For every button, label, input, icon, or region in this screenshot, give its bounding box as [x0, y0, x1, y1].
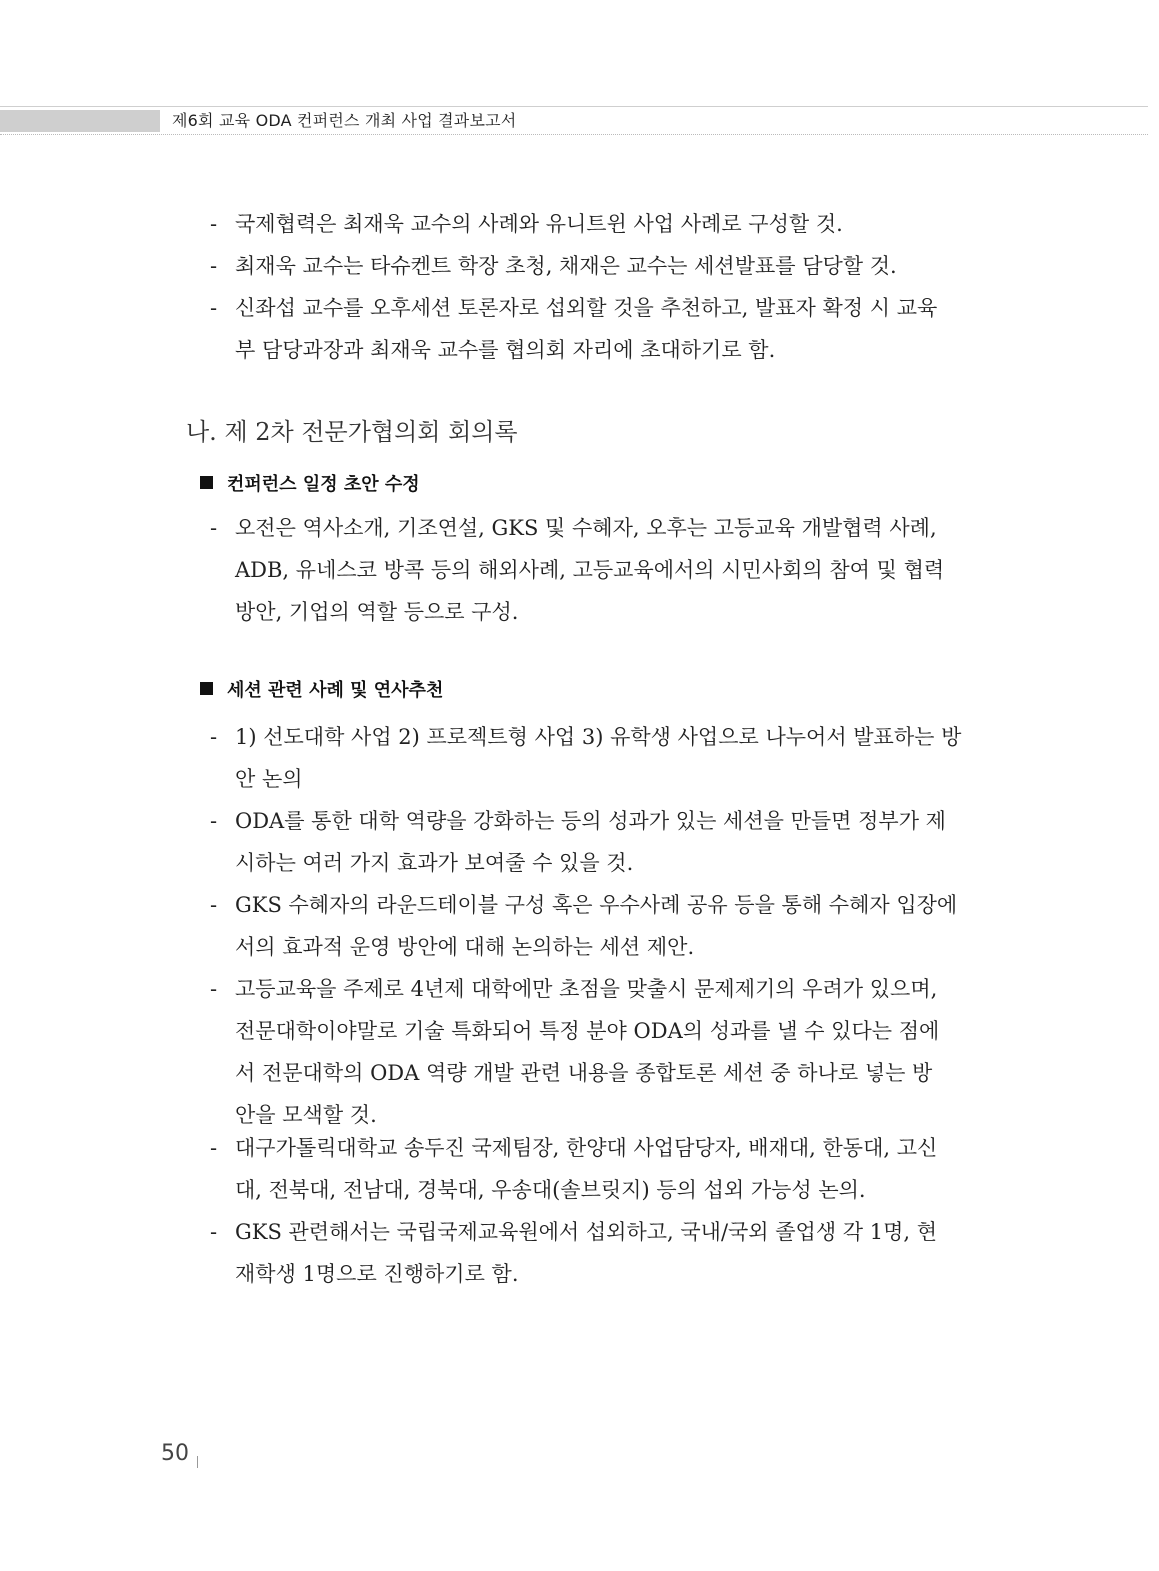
header-tab-bar	[0, 110, 160, 132]
list-item: - 국제협력은 최재욱 교수의 사례와 유니트윈 사업 사례로 구성할 것.	[210, 212, 843, 236]
page-number-divider	[197, 1456, 198, 1468]
section-heading: 나. 제 2차 전문가협의회 회의록	[186, 418, 518, 446]
list-item: - GKS 수혜자의 라운드테이블 구성 혹은 우수사례 공유 등을 통해 수혜자 입장에 서의 효과적 운영 방안에 대해 논의하는 세션 제안.	[210, 893, 958, 959]
list-item: - 고등교육을 주제로 4년제 대학에만 초점을 맞출시 문제제기의 우려가 있으며, 전문대학이야말로 기술 특화되어 특정 분야 ODA의 성과를 낼 수 있다는 점에 서 전문대학의 ODA 역량 개발 관련 내용을 종합토론 세션 중 하나로 넣는 방 안을 모색할 것.	[210, 977, 940, 1127]
list-item: - 신좌섭 교수를 오후세션 토론자로 섭외할 것을 추천하고, 발표자 확정 시 교육 부 담당과장과 최재욱 교수를 협의회 자리에 초대하기로 함.	[210, 296, 938, 362]
running-header-title: 제6회 교육 ODA 컨퍼런스 개최 사업 결과보고서	[172, 111, 517, 130]
header-dotted-rule	[0, 134, 1148, 135]
page-number: 50	[161, 1441, 189, 1466]
header-rule	[0, 106, 1148, 107]
list-item: - ODA를 통한 대학 역량을 강화하는 등의 성과가 있는 세션을 만들면 정부가 제 시하는 여러 가지 효과가 보여줄 수 있을 것.	[210, 809, 946, 875]
subsection-heading-schedule: 컨퍼런스 일정 초안 수정	[200, 474, 420, 496]
square-bullet-icon	[200, 476, 213, 489]
list-item: - GKS 관련해서는 국립국제교육원에서 섭외하고, 국내/국외 졸업생 각 1명, 현 재학생 1명으로 진행하기로 함.	[210, 1220, 938, 1286]
list-item: - 1) 선도대학 사업 2) 프로젝트형 사업 3) 유학생 사업으로 나누어서 발표하는 방 안 논의	[210, 725, 962, 791]
list-item: - 최재욱 교수는 타슈켄트 학장 초청, 채재은 교수는 세션발표를 담당할 것.	[210, 254, 897, 278]
list-item: - 대구가톨릭대학교 송두진 국제팀장, 한양대 사업담당자, 배재대, 한동대, 고신 대, 전북대, 전남대, 경북대, 우송대(솔브릿지) 등의 섭외 가능성 논의.	[210, 1136, 938, 1202]
square-bullet-icon	[200, 682, 213, 695]
subsection-heading-session: 세션 관련 사례 및 연사추천	[200, 680, 443, 702]
list-item: - 오전은 역사소개, 기조연설, GKS 및 수혜자, 오후는 고등교육 개발협력 사례, ADB, 유네스코 방콕 등의 해외사례, 고등교육에서의 시민사회의 참여 및 협력 방안, 기업의 역할 등으로 구성.	[210, 516, 945, 624]
